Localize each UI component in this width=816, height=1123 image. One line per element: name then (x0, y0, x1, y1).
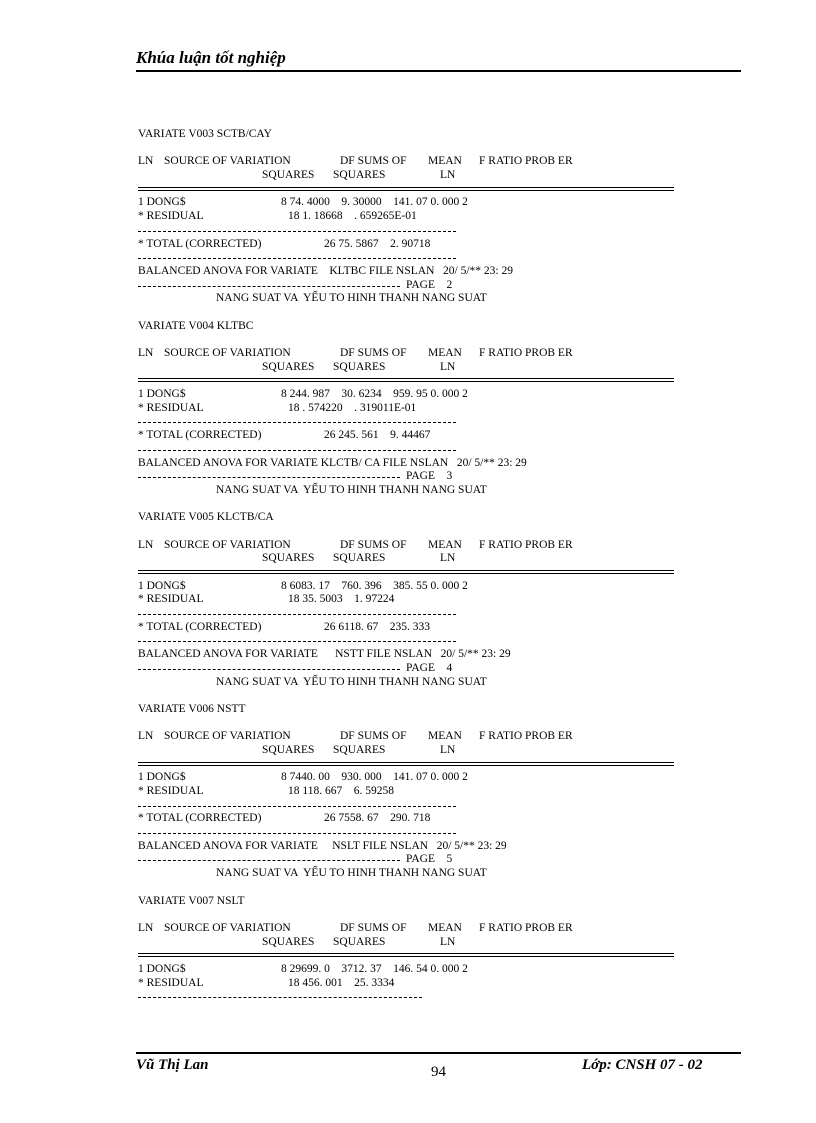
dash-rule (138, 251, 683, 265)
col-source: SOURCE OF VARIATION (164, 538, 291, 551)
dash-rule (138, 799, 683, 813)
dash-rule (138, 443, 683, 457)
subtitle-line (138, 867, 683, 881)
col-source: SOURCE OF VARIATION (164, 730, 291, 743)
subtitle-line (138, 484, 683, 498)
col-f-ratio: F RATIO PROB ER (479, 538, 573, 551)
total-row (138, 812, 683, 826)
dong-row (138, 196, 683, 210)
row-label: 1 DONG$ (138, 962, 186, 975)
table-header (138, 922, 683, 936)
row-values: 18 456. 001 25. 3334 (288, 976, 395, 989)
dong-row (138, 580, 683, 594)
anova-output (138, 128, 683, 1004)
row-label: 1 DONG$ (138, 388, 186, 401)
dash-rule (138, 634, 683, 648)
row-values: 8 74. 4000 9. 30000 141. 07 0. 000 2 (281, 196, 468, 209)
row-values: 26 245. 561 9. 44467 (324, 429, 431, 442)
col-ln-2: LN (440, 552, 456, 565)
subtitle-text: NANG SUAT VA YẾU TO HINH THANH NANG SUAT (216, 675, 487, 688)
table-header (138, 730, 683, 744)
variate-title (138, 511, 683, 525)
double-rule (138, 566, 683, 580)
row-values: 18 35. 5003 1. 97224 (288, 593, 395, 606)
col-df-sums: DF SUMS OF (340, 155, 407, 168)
row-label: 1 DONG$ (138, 579, 186, 592)
table-header-2 (138, 361, 683, 375)
page-label: PAGE 2 (406, 278, 453, 291)
total-row (138, 621, 683, 635)
residual-row (138, 210, 683, 224)
dong-row (138, 771, 683, 785)
row-values: 26 6118. 67 235. 333 (324, 620, 430, 633)
row-label: * RESIDUAL (138, 785, 204, 797)
col-mean: MEAN (428, 347, 462, 359)
page-label: PAGE 4 (406, 661, 453, 674)
col-mean: MEAN (428, 155, 462, 168)
col-ln: LN (138, 347, 154, 359)
dash-rule (138, 415, 683, 429)
variate-name: VARIATE V004 KLTBC (138, 319, 254, 332)
page-label: PAGE 3 (406, 470, 453, 483)
dash-rule (138, 990, 683, 1004)
footer-author: Vũ Thị Lan (136, 1057, 209, 1073)
row-label: 1 DONG$ (138, 771, 186, 784)
subtitle-text: NANG SUAT VA YẾU TO HINH THANH NANG SUAT (216, 867, 487, 880)
subtitle-text: NANG SUAT VA YẾU TO HINH THANH NANG SUAT (216, 483, 487, 496)
double-rule (138, 374, 683, 388)
row-label: * RESIDUAL (138, 976, 204, 989)
row-label: * RESIDUAL (138, 210, 204, 223)
page-line (138, 662, 683, 676)
col-ln-2: LN (440, 360, 456, 373)
table-header-2 (138, 169, 683, 183)
subtitle-line (138, 676, 683, 690)
col-ln-2: LN (440, 743, 456, 756)
table-header-2 (138, 744, 683, 758)
page-line (138, 853, 683, 867)
table-header (138, 539, 683, 553)
dash-leader (138, 477, 400, 478)
col-f-ratio: F RATIO PROB ER (479, 921, 573, 934)
col-squares-1: SQUARES (262, 743, 315, 756)
dong-row (138, 388, 683, 402)
row-label: * TOTAL (CORRECTED) (138, 620, 262, 633)
col-squares-1: SQUARES (262, 169, 315, 182)
col-source: SOURCE OF VARIATION (164, 155, 291, 168)
residual-row (138, 402, 683, 416)
variate-name: VARIATE V005 KLCTB/CA (138, 511, 274, 524)
row-values: 18 1. 18668 . 659265E-01 (288, 210, 417, 223)
footer-class: Lớp: CNSH 07 - 02 (582, 1057, 703, 1073)
variate-name: VARIATE V006 NSTT (138, 702, 246, 715)
col-ln-2: LN (440, 935, 456, 948)
col-squares-1: SQUARES (262, 360, 315, 373)
double-rule (138, 183, 683, 197)
subtitle-text: NANG SUAT VA YẾU TO HINH THANH NANG SUAT (216, 292, 487, 305)
row-label: * RESIDUAL (138, 401, 204, 414)
col-ln-2: LN (440, 169, 456, 182)
residual-row (138, 593, 683, 607)
row-values: 8 7440. 00 930. 000 141. 07 0. 000 2 (281, 771, 468, 784)
header-title: Khúa luận tốt nghiệp (136, 48, 286, 67)
double-rule (138, 949, 683, 963)
col-df-sums: DF SUMS OF (340, 730, 407, 743)
row-values: 18 . 574220 . 319011E-01 (288, 401, 417, 414)
table-header (138, 347, 683, 361)
balanced-anova-line (138, 265, 683, 279)
row-values: 26 75. 5867 2. 90718 (324, 237, 431, 250)
balanced-anova-text: BALANCED ANOVA FOR VARIATE NSTT FILE NSLAN 20/ 5/** 23: 29 (138, 648, 511, 661)
row-label: * TOTAL (CORRECTED) (138, 429, 262, 442)
balanced-anova-text: BALANCED ANOVA FOR VARIATE NSLT FILE NSLAN 20/ 5/** 23: 29 (138, 839, 507, 852)
col-f-ratio: F RATIO PROB ER (479, 730, 573, 743)
col-f-ratio: F RATIO PROB ER (479, 155, 573, 168)
row-values: 18 118. 667 6. 59258 (288, 785, 394, 797)
col-squares-2: SQUARES (333, 552, 386, 565)
variate-title (138, 128, 683, 142)
subtitle-line (138, 292, 683, 306)
table-header-2 (138, 552, 683, 566)
dash-rule (138, 826, 683, 840)
dong-row (138, 963, 683, 977)
balanced-anova-text: BALANCED ANOVA FOR VARIATE KLCTB/ CA FILE NSLAN 20/ 5/** 23: 29 (138, 456, 527, 469)
dash-rule (138, 224, 683, 238)
dash-leader (138, 669, 400, 670)
table-header-2 (138, 936, 683, 950)
residual-row (138, 785, 683, 799)
col-f-ratio: F RATIO PROB ER (479, 347, 573, 359)
row-values: 8 29699. 0 3712. 37 146. 54 0. 000 2 (281, 962, 468, 975)
variate-title (138, 703, 683, 717)
page-line (138, 470, 683, 484)
col-mean: MEAN (428, 538, 462, 551)
col-mean: MEAN (428, 921, 462, 934)
row-values: 8 244. 987 30. 6234 959. 95 0. 000 2 (281, 388, 468, 401)
col-ln: LN (138, 538, 154, 551)
double-rule (138, 758, 683, 772)
table-header (138, 155, 683, 169)
variate-name: VARIATE V003 SCTB/CAY (138, 128, 272, 140)
col-squares-2: SQUARES (333, 935, 386, 948)
col-ln: LN (138, 921, 154, 934)
col-df-sums: DF SUMS OF (340, 921, 407, 934)
header-rule (136, 70, 741, 72)
total-row (138, 429, 683, 443)
balanced-anova-line (138, 648, 683, 662)
col-source: SOURCE OF VARIATION (164, 347, 291, 359)
col-squares-2: SQUARES (333, 360, 386, 373)
variate-title (138, 320, 683, 334)
page-label: PAGE 5 (406, 853, 453, 866)
dash-rule (138, 607, 683, 621)
col-df-sums: DF SUMS OF (340, 347, 407, 359)
col-squares-1: SQUARES (262, 552, 315, 565)
col-squares-1: SQUARES (262, 935, 315, 948)
row-label: 1 DONG$ (138, 196, 186, 209)
col-df-sums: DF SUMS OF (340, 538, 407, 551)
col-ln: LN (138, 155, 154, 168)
row-values: 26 7558. 67 290. 718 (324, 812, 431, 825)
col-mean: MEAN (428, 730, 462, 743)
row-values: 8 6083. 17 760. 396 385. 55 0. 000 2 (281, 579, 468, 592)
col-source: SOURCE OF VARIATION (164, 921, 291, 934)
total-row (138, 238, 683, 252)
page-line (138, 279, 683, 293)
page-number: 94 (431, 1064, 446, 1080)
col-ln: LN (138, 730, 154, 743)
variate-name: VARIATE V007 NSLT (138, 894, 245, 907)
row-label: * TOTAL (CORRECTED) (138, 237, 262, 250)
col-squares-2: SQUARES (333, 743, 386, 756)
col-squares-2: SQUARES (333, 169, 386, 182)
dash-leader (138, 286, 400, 287)
residual-row (138, 977, 683, 991)
row-label: * TOTAL (CORRECTED) (138, 812, 262, 825)
variate-title (138, 895, 683, 909)
dash-leader (138, 860, 400, 861)
balanced-anova-line (138, 457, 683, 471)
balanced-anova-text: BALANCED ANOVA FOR VARIATE KLTBC FILE NSLAN 20/ 5/** 23: 29 (138, 264, 513, 277)
balanced-anova-line (138, 840, 683, 854)
row-label: * RESIDUAL (138, 593, 204, 606)
footer-rule (136, 1052, 741, 1054)
